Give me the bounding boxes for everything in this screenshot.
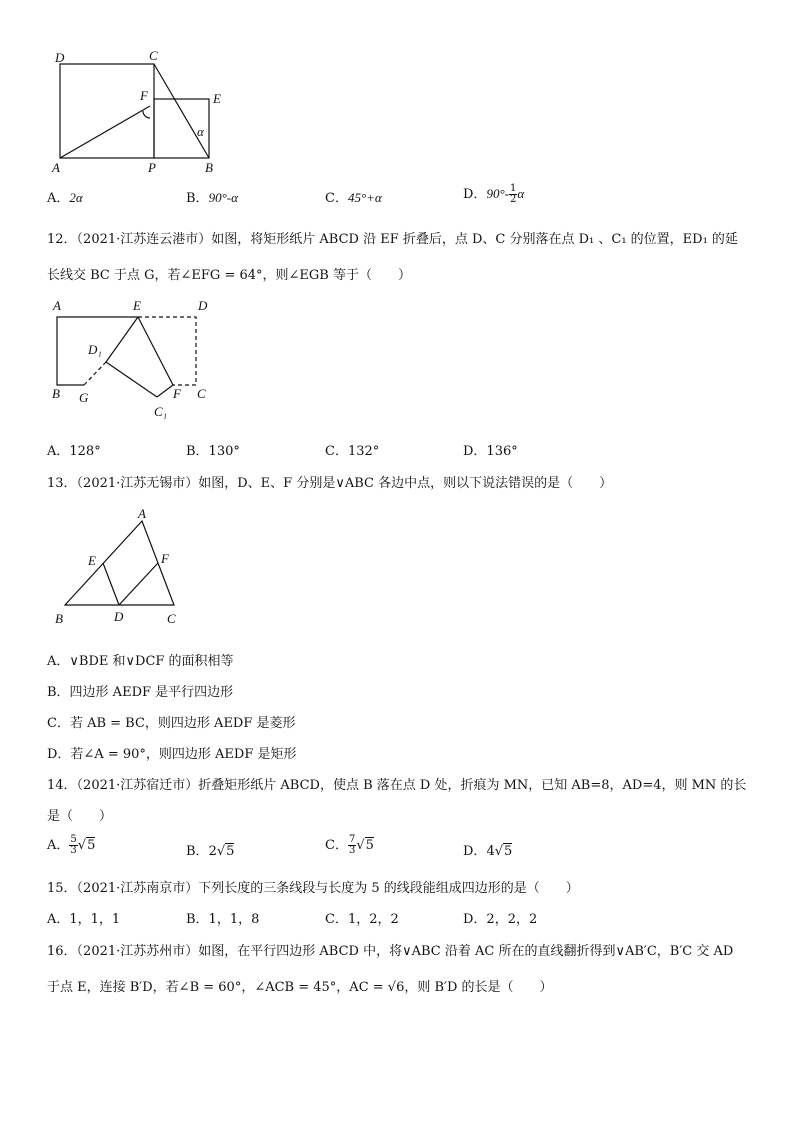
fraction: $\frac{1}{2}$ (509, 183, 517, 205)
q13-option-b: B．四边形 AEDF 是平行四边形 (47, 685, 234, 700)
label-a: A (53, 298, 61, 313)
q11-option-d: D．90°- $\frac{1}{2}$ α (463, 183, 525, 205)
label-f: F (173, 386, 181, 401)
q16-stem-line2: 于点 E，连接 B′D，若∠B = 60°，∠ACB = 45°，AC = √6，则 B′D 的长是（ ） (47, 980, 553, 995)
fraction: $\frac{5}{3}$ (70, 834, 77, 856)
q11-option-a: A．2α (47, 190, 83, 206)
q12-option-c: C．132° (325, 444, 380, 459)
label-c: C (167, 611, 176, 626)
label-a: A (52, 160, 60, 175)
q12-stem-line1: 12．（2021·江苏连云港市）如图，将矩形纸片 ABCD 沿 EF 折叠后，点 D、C 分别落在点 D₁ 、C₁ 的位置，ED₁ 的延 (47, 232, 738, 247)
label-p: P (148, 160, 156, 175)
label-d: D (114, 609, 124, 624)
label-b: B (52, 386, 60, 401)
label-b: B (205, 160, 213, 175)
label-f: F (140, 88, 148, 103)
label-e: E (88, 553, 96, 568)
q14-stem-line1: 14．（2021·江苏宿迁市）折叠矩形纸片 ABCD，使点 B 落在点 D 处，折痕为 MN，已知 AB=8，AD=4，则 MN 的长 (47, 778, 747, 793)
label-c1: C₁ (154, 404, 168, 419)
label-d: D (55, 50, 65, 65)
label-f: F (161, 551, 169, 566)
q15-option-c: C．1，2，2 (325, 912, 399, 927)
label-alpha: α (197, 124, 204, 139)
label-a: A (138, 506, 146, 521)
q14-option-d: D．4√5 (463, 844, 513, 859)
label-g: G (79, 390, 89, 405)
q16-stem-line1: 16．（2021·江苏苏州市）如图，在平行四边形 ABCD 中，将∨ABC 沿着 AC 所在的直线翻折得到∨AB′C，B′C 交 AD (47, 944, 734, 959)
q13-stem: 13．（2021·江苏无锡市）如图，D、E、F 分别是∨ABC 各边中点，则以下说法错误的是（ ） (47, 476, 613, 491)
q15-stem: 15．（2021·江苏南京市）下列长度的三条线段与长度为 5 的线段能组成四边形的是（ ） (47, 881, 579, 896)
q12-stem-line2: 长线交 BC 于点 G，若∠EFG = 64°，则∠EGB 等于（ ） (47, 268, 411, 283)
label-d: D (198, 298, 208, 313)
q15-option-b: B．1，1，8 (186, 912, 260, 927)
q14-stem-line2: 是（ ） (47, 809, 113, 824)
label-b: B (55, 611, 63, 626)
q15-option-a: A．1，1，1 (47, 912, 121, 927)
figure-q13 (50, 504, 190, 629)
q13-option-d: D．若∠A = 90°，则四边形 AEDF 是矩形 (47, 747, 297, 762)
q12-option-d: D．136° (463, 444, 518, 459)
q14-option-a: A． $\frac{5}{3}$ √5 (47, 834, 96, 856)
label-c: C (149, 48, 158, 63)
label-c: C (197, 386, 206, 401)
q12-option-b: B．130° (186, 444, 240, 459)
q12-option-a: A．128° (47, 444, 101, 459)
figure-q11 (50, 48, 230, 178)
label-e: E (133, 298, 141, 313)
q15-option-d: D．2，2，2 (463, 912, 538, 927)
q13-option-a: A．∨BDE 和∨DCF 的面积相等 (47, 654, 234, 669)
q13-option-c: C．若 AB = BC，则四边形 AEDF 是菱形 (47, 716, 296, 731)
fraction: $\frac{7}{3}$ (348, 834, 356, 856)
q14-option-b: B．2√5 (186, 844, 235, 859)
q14-option-c: C． $\frac{7}{3}$ √5 (325, 834, 374, 856)
label-d1: D₁ (88, 342, 102, 357)
q11-option-c: C．45°+α (325, 190, 382, 206)
label-e: E (213, 91, 221, 106)
q11-option-b: B．90°-α (186, 190, 238, 206)
figure-q12 (50, 296, 220, 426)
